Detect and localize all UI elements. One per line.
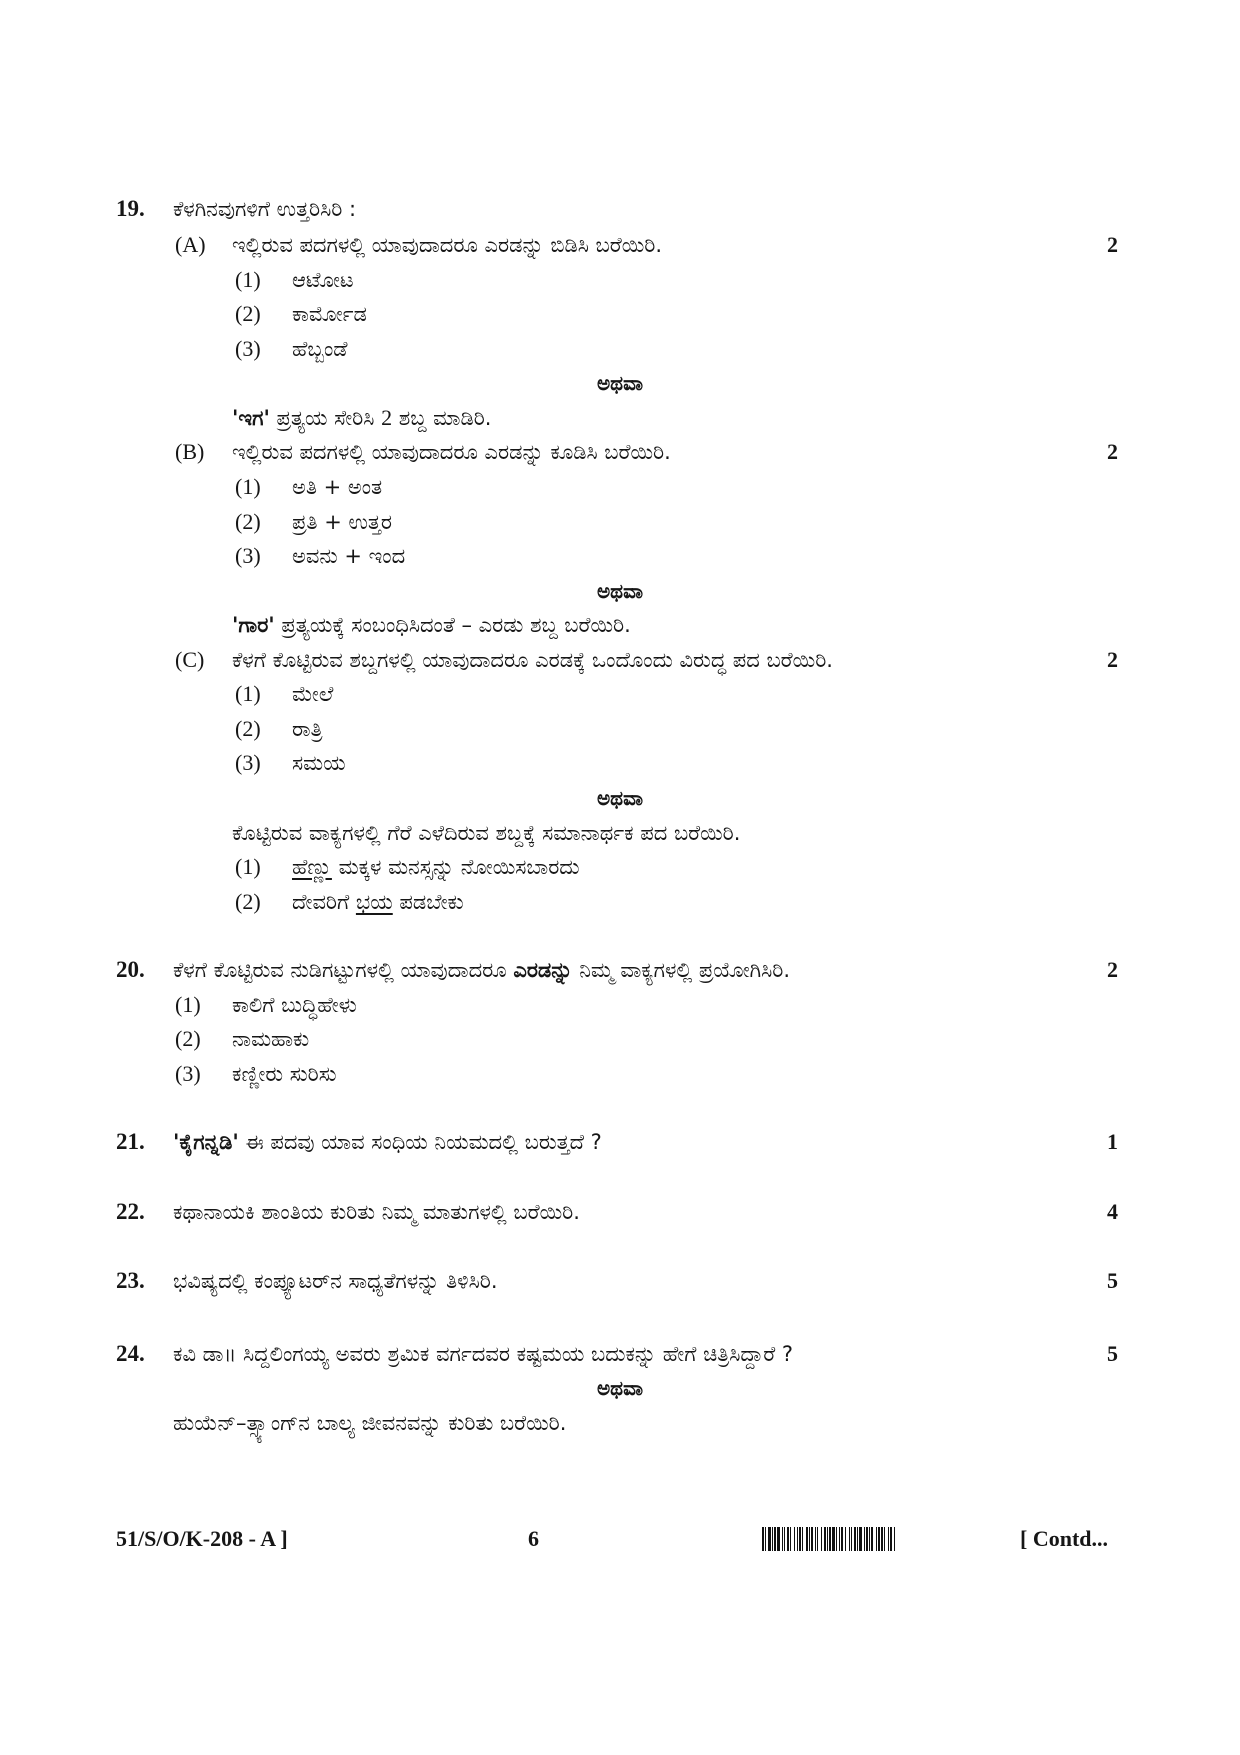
q19a-item-num: (1) <box>235 267 261 292</box>
q19b-item-num: (2) <box>235 509 261 534</box>
quoted-term: 'ಇಗ' <box>232 406 270 430</box>
or-separator: ಅಥವಾ <box>597 786 643 810</box>
alt-item-rest: ಮಕ್ಕಳ ಮನಸ್ಸನ್ನು ನೋಯಿಸಬಾರದು <box>331 855 580 879</box>
page-number: 6 <box>528 1526 539 1551</box>
q19-intro: ಕೆಳಗಿನವುಗಳಿಗೆ ಉತ್ತರಿಸಿರಿ : <box>173 197 357 221</box>
q19a-item-num: (2) <box>235 301 261 326</box>
q20-text <box>173 955 790 985</box>
q20-item-num: (2) <box>175 1026 201 1051</box>
q19c-alt-item <box>292 852 580 882</box>
q22-marks: 4 <box>1107 1199 1118 1224</box>
q23-marks: 5 <box>1107 1268 1118 1293</box>
q19a-marks: 2 <box>1107 232 1118 257</box>
q23-text: ಭವಿಷ್ಯದಲ್ಲಿ ಕಂಪ್ಯೂಟರ್‌ನ ಸಾಧ್ಯತೆಗಳನ್ನು ತಿಳಿಸಿರಿ. <box>173 1269 498 1293</box>
q19b-item-num: (3) <box>235 543 261 568</box>
q19c-item-text: ಮೇಲೆ <box>292 682 334 706</box>
or-separator: ಅಥವಾ <box>597 371 643 395</box>
q19c-text: ಕೆಳಗೆ ಕೊಟ್ಟಿರುವ ಶಬ್ದಗಳಲ್ಲಿ ಯಾವುದಾದರೂ ಎರಡಕ್ಕೆ ಒಂದೊಂದು ವಿರುದ್ಧ ಪದ ಬರೆಯಿರಿ. <box>232 648 833 672</box>
q19c-label: (C) <box>175 647 205 672</box>
or-separator: ಅಥವಾ <box>597 579 643 603</box>
q20-marks: 2 <box>1107 957 1118 982</box>
underlined-word: ಭಯ <box>355 890 393 914</box>
q19c-item-num: (2) <box>235 716 261 741</box>
q19-number: 19. <box>116 196 145 221</box>
q19b-marks: 2 <box>1107 439 1118 464</box>
q19b-item-text: ಪ್ರತಿ + ಉತ್ತರ <box>292 510 392 534</box>
q21-number: 21. <box>116 1129 145 1154</box>
q19a-text: ಇಲ್ಲಿರುವ ಪದಗಳಲ್ಲಿ ಯಾವುದಾದರೂ ಎರಡನ್ನು ಬಿಡಿಸಿ ಬರೆಯಿರಿ. <box>232 233 663 257</box>
q24-marks: 5 <box>1107 1341 1118 1366</box>
q19a-item-text: ಕಾರ್ಮೋಡ <box>292 302 367 326</box>
q19c-item-num: (1) <box>235 681 261 706</box>
q20-number: 20. <box>116 957 145 982</box>
q19b-alt-question <box>232 610 631 640</box>
q24-text: ಕವಿ ಡಾ॥ ಸಿದ್ದಲಿಂಗಯ್ಯ ಅವರು ಶ್ರಮಿಕ ವರ್ಗದವರ ಕಷ್ಟಮಯ ಬದುಕನ್ನು ಹೇಗೆ ಚಿತ್ರಿಸಿದ್ದಾರೆ ? <box>173 1342 794 1366</box>
quoted-term: 'ಗಾರ' <box>232 613 275 637</box>
q19a-item-num: (3) <box>235 336 261 361</box>
paper-code: 51/S/O/K-208 - A ] <box>116 1526 288 1551</box>
barcode-bar <box>895 1527 896 1551</box>
q19a-alt-question <box>232 403 491 433</box>
q19b-label: (B) <box>175 439 205 464</box>
q23-number: 23. <box>116 1268 145 1293</box>
alt-text-part: ಪ್ರತ್ಯಯಕ್ಕೆ ಸಂಬಂಧಿಸಿದಂತೆ – ಎರಡು ಶಬ್ದ ಬರೆಯಿರಿ. <box>274 613 631 637</box>
q22-number: 22. <box>116 1199 145 1224</box>
contd-label: [ Contd... <box>1020 1526 1109 1551</box>
q20-item-text: ಕಣ್ಣೀರು ಸುರಿಸು <box>232 1062 337 1086</box>
q19c-item-num: (3) <box>235 750 261 775</box>
q19c-alt-item-num: (2) <box>235 889 261 914</box>
q19a-item-text: ಆಟೋಟ <box>292 268 354 292</box>
q24-alt-text: ಹುಯೆನ್–ತ್ಸ್ಯಾಂಗ್‌ನ ಬಾಲ್ಯ ಜೀವನವನ್ನು ಕುರಿತು ಬರೆಯಿರಿ. <box>173 1411 567 1435</box>
or-separator: ಅಥವಾ <box>597 1376 643 1400</box>
q20-text-pre: ಕೆಳಗೆ ಕೊಟ್ಟಿರುವ ನುಡಿಗಟ್ಟುಗಳಲ್ಲಿ ಯಾವುದಾದರೂ <box>173 958 514 982</box>
q22-text: ಕಥಾನಾಯಕಿ ಶಾಂತಿಯ ಕುರಿತು ನಿಮ್ಮ ಮಾತುಗಳಲ್ಲಿ ಬರೆಯಿರಿ. <box>173 1200 580 1224</box>
q19c-item-text: ರಾತ್ರಿ <box>292 717 323 741</box>
q19c-alt-item-num: (1) <box>235 854 261 879</box>
q19a-item-text: ಹೆಬ್ಬಂಡೆ <box>292 337 348 361</box>
underlined-word: ಹೆಣ್ಣು <box>292 855 332 879</box>
q20-item-num: (3) <box>175 1061 201 1086</box>
alt-number: 2 <box>381 405 393 430</box>
q20-item-num: (1) <box>175 992 201 1017</box>
q19b-text: ಇಲ್ಲಿರುವ ಪದಗಳಲ್ಲಿ ಯಾವುದಾದರೂ ಎರಡನ್ನು ಕೂಡಿಸಿ ಬರೆಯಿರಿ. <box>232 440 671 464</box>
q19b-item-num: (1) <box>235 474 261 499</box>
alt-item-rest: ಪಡಬೇಕು <box>392 890 464 914</box>
alt-text-end: ಶಬ್ದ ಮಾಡಿರಿ. <box>392 406 492 430</box>
quoted-term: 'ಕೈಗನ್ನಡಿ' <box>173 1130 239 1154</box>
q19a-label: (A) <box>175 232 206 257</box>
q21-text-rest: ಈ ಪದವು ಯಾವ ಸಂಧಿಯ ನಿಯಮದಲ್ಲಿ ಬರುತ್ತದೆ ? <box>238 1130 602 1154</box>
q21-text <box>173 1127 602 1157</box>
q20-item-text: ನಾಮಹಾಕು <box>232 1027 310 1051</box>
q21-marks: 1 <box>1107 1129 1118 1154</box>
q19c-alt-item <box>292 887 464 917</box>
q24-number: 24. <box>116 1341 145 1366</box>
q19b-item-text: ಅತಿ + ಅಂತ <box>292 475 383 499</box>
q19c-alt-text: ಕೊಟ್ಟಿರುವ ವಾಕ್ಯಗಳಲ್ಲಿ ಗೆರೆ ಎಳೆದಿರುವ ಶಬ್ದಕ್ಕೆ ಸಮಾನಾರ್ಥಕ ಪದ ಬರೆಯಿರಿ. <box>232 821 741 845</box>
q19b-item-text: ಅವನು + ಇಂದ <box>292 544 406 568</box>
q19c-item-text: ಸಮಯ <box>292 751 346 775</box>
q19c-marks: 2 <box>1107 647 1118 672</box>
alt-text-part: ಪ್ರತ್ಯಯ ಸೇರಿಸಿ <box>269 406 382 430</box>
q20-text-bold: ಎರಡನ್ನು <box>513 958 573 982</box>
q20-item-text: ಕಾಲಿಗೆ ಬುದ್ಧಿಹೇಳು <box>232 993 357 1017</box>
q20-text-post: ನಿಮ್ಮ ವಾಕ್ಯಗಳಲ್ಲಿ ಪ್ರಯೋಗಿಸಿರಿ. <box>572 958 791 982</box>
alt-item-pre: ದೇವರಿಗೆ <box>292 890 356 914</box>
barcode <box>762 1527 1012 1551</box>
